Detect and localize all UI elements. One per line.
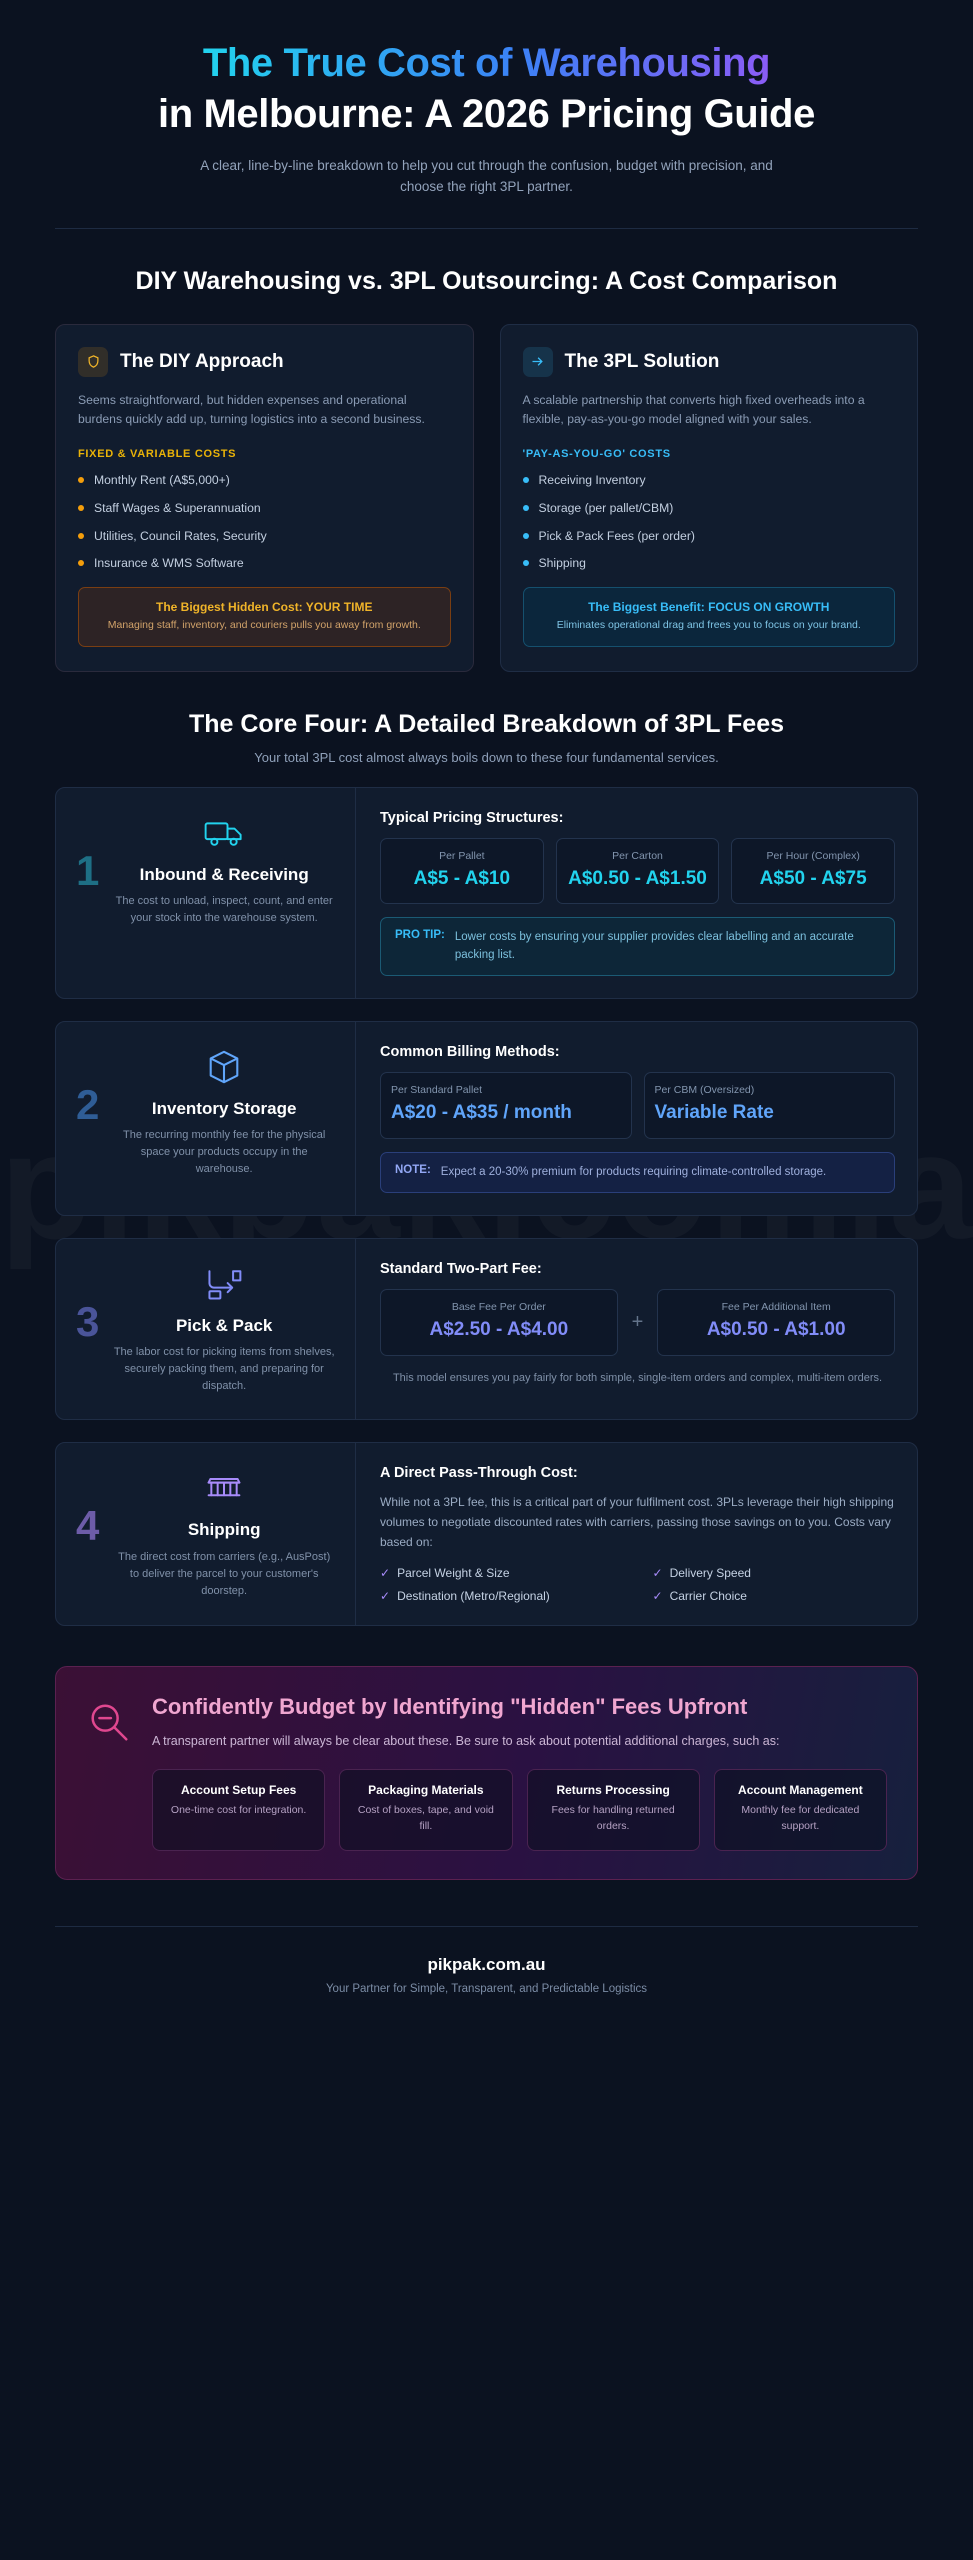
hidden-fee-desc: Cost of boxes, tape, and void fill.: [357, 1804, 494, 1833]
tpl-callout-title: The Biggest Benefit: FOCUS ON GROWTH: [588, 600, 830, 615]
hidden-fees-title: Confidently Budget by Identifying "Hidden" Fees Upfront: [152, 1693, 748, 1719]
fee-block-inbound: [55, 787, 918, 999]
hidden-fees-grid: [152, 1769, 887, 1851]
fee-number: 4: [76, 1502, 100, 1550]
note-tag: NOTE:: [395, 1163, 431, 1176]
tpl-callout-desc: Eliminates operational drag and frees you to focus on your brand.: [556, 619, 861, 632]
hidden-fee-card: [527, 1769, 700, 1851]
core-four-heading: The Core Four: A Detailed Breakdown of 3PL Fees: [188, 710, 785, 739]
check-icon: ✓: [380, 1565, 391, 1580]
price-box: [731, 838, 895, 905]
diy-desc: Seems straightforward, but hidden expenses and operational burdens quickly add up, turning logistics into a second business.: [78, 392, 425, 427]
diy-kicker: FIXED & VARIABLE COSTS: [78, 447, 237, 460]
check-item: [653, 1566, 896, 1580]
check-label: Delivery Speed: [669, 1565, 751, 1580]
core-four-subheading: Your total 3PL cost almost always boils down to these four fundamental services.: [254, 749, 719, 765]
list-item: Shipping: [523, 554, 896, 573]
price-value: Variable Rate: [654, 1101, 774, 1123]
list-item: Utilities, Council Rates, Security: [78, 527, 451, 546]
check-item: [653, 1589, 896, 1603]
diy-title: The DIY Approach: [120, 350, 284, 372]
arrow-right-icon: [523, 347, 553, 377]
price-box: [644, 1072, 896, 1139]
hidden-fees-card: [55, 1666, 918, 1880]
hero-section: [0, 0, 973, 198]
price-label: Per CBM (Oversized): [654, 1083, 755, 1096]
price-label: Per Carton: [612, 849, 663, 862]
fee-block-4-summary: [113, 1467, 335, 1599]
tpl-card: [500, 324, 919, 672]
comparison-heading: DIY Warehousing vs. 3PL Outsourcing: A Cost Comparison: [135, 267, 838, 296]
fee-block-3-left: [56, 1239, 356, 1419]
fee-number: 3: [76, 1297, 100, 1345]
list-item: Staff Wages & Superannuation: [78, 499, 451, 518]
fee-block-2-right: [356, 1022, 917, 1215]
pass-through-body: While not a 3PL fee, this is a critical part of your fulfilment cost. 3PLs leverage their high shipping volumes to negotiate discounted rates with carriers, passing those savings on to you. Costs vary based on:: [380, 1495, 894, 1549]
fee-blocks: [0, 787, 973, 1626]
hidden-fee-desc: One-time cost for integration.: [170, 1804, 307, 1817]
fee-block-pick-pack: [55, 1238, 918, 1420]
list-item: Pick & Pack Fees (per order): [523, 527, 896, 546]
footer-brand[interactable]: pikpak.com.au: [427, 1954, 546, 1974]
core-four-heading-block: [0, 672, 973, 765]
fee-block-1-right: [356, 788, 917, 998]
price-box: [380, 1289, 618, 1356]
hidden-fee-card: [339, 1769, 512, 1851]
fee-block-1-left: [56, 788, 356, 998]
hidden-fee-desc: Monthly fee for dedicated support.: [741, 1804, 860, 1833]
fee-right-heading: Common Billing Methods:: [380, 1043, 560, 1060]
box-icon: [113, 1046, 335, 1088]
tpl-callout: [523, 587, 896, 647]
diy-callout: [78, 587, 451, 647]
tpl-card-title: [523, 347, 896, 377]
hidden-fees-subtitle: A transparent partner will always be clear about these. Be sure to ask about potential additional charges, such as:: [152, 1734, 780, 1749]
check-item: [380, 1589, 623, 1603]
fee-title: Inbound & Receiving: [139, 864, 309, 884]
diy-callout-desc: Managing staff, inventory, and couriers pulls you away from growth.: [107, 619, 421, 632]
fee-block-1-summary: [113, 812, 335, 927]
fee-desc: The cost to unload, inspect, count, and enter your stock into the warehouse system.: [115, 894, 333, 924]
hidden-fee-title: Packaging Materials: [368, 1783, 484, 1798]
truck-icon: [113, 812, 335, 854]
price-label: Per Pallet: [439, 849, 485, 862]
check-label: Carrier Choice: [669, 1588, 747, 1603]
hidden-fees-section: [0, 1626, 973, 1880]
price-row: [380, 838, 895, 905]
check-icon: ✓: [652, 1565, 663, 1580]
hidden-fee-title: Account Setup Fees: [180, 1783, 297, 1798]
check-item: [380, 1566, 623, 1580]
fee-right-heading: A Direct Pass-Through Cost:: [380, 1465, 578, 1482]
diy-list: [78, 471, 451, 574]
diy-card-title: [78, 347, 451, 377]
price-label: Fee Per Additional Item: [721, 1300, 831, 1313]
price-box: [657, 1289, 895, 1356]
fee-block-3-summary: [113, 1263, 335, 1395]
hidden-fee-title: Account Management: [738, 1783, 863, 1798]
fee-block-2-summary: [113, 1046, 335, 1178]
pick-pack-icon: [113, 1263, 335, 1305]
fee-number: 2: [76, 1080, 100, 1128]
page-title: [55, 40, 918, 138]
price-box: [556, 838, 720, 905]
fee-title: Inventory Storage: [151, 1098, 297, 1118]
price-value: A$50 - A$75: [759, 867, 867, 889]
fee-number: 1: [76, 846, 100, 894]
page-title-line1: The True Cost of Warehousing: [202, 41, 771, 85]
check-icon: ✓: [380, 1588, 391, 1603]
plus-separator: +: [631, 1310, 644, 1333]
fee-block-3-right: [356, 1239, 917, 1419]
page-title-line2: in Melbourne: A 2026 Pricing Guide: [158, 92, 815, 137]
price-label: Per Hour (Complex): [766, 849, 860, 862]
check-icon: ✓: [652, 1588, 663, 1603]
check-label: Parcel Weight & Size: [397, 1565, 510, 1580]
fee-block-2-left: [56, 1022, 356, 1215]
fee-title: Pick & Pack: [175, 1315, 273, 1335]
fee-block-shipping: [55, 1442, 918, 1625]
tpl-title: The 3PL Solution: [564, 350, 720, 372]
price-label: Base Fee Per Order: [451, 1300, 546, 1313]
fee-title: Shipping: [187, 1520, 261, 1540]
comparison-cards: [0, 298, 973, 672]
price-value: A$20 - A$35 / month: [391, 1101, 572, 1123]
price-value: A$0.50 - A$1.00: [706, 1318, 846, 1340]
price-value: A$2.50 - A$4.00: [429, 1318, 569, 1340]
list-item: Storage (per pallet/CBM): [523, 499, 896, 518]
list-item: Monthly Rent (A$5,000+): [78, 471, 451, 490]
fee-block-4-left: [56, 1443, 356, 1624]
shield-icon: [78, 347, 108, 377]
fee-block-4-right: [356, 1443, 917, 1624]
list-item: Receiving Inventory: [523, 471, 896, 490]
fee-desc: The labor cost for picking items from shelves, securely packing them, and preparing for dispatch.: [113, 1346, 335, 1393]
fee-footnote: This model ensures you pay fairly for both simple, single-item orders and complex, multi-item orders.: [392, 1371, 883, 1384]
fee-desc: The direct cost from carriers (e.g., AusPost) to deliver the parcel to your customer's doorstep.: [118, 1550, 331, 1597]
hidden-fee-card: [152, 1769, 325, 1851]
tpl-list: [523, 471, 896, 574]
diy-callout-title: The Biggest Hidden Cost: YOUR TIME: [156, 600, 373, 615]
price-box: [380, 1072, 632, 1139]
footer-tagline: Your Partner for Simple, Transparent, and Predictable Logistics: [325, 1982, 648, 1995]
hero-subtitle: A clear, line-by-line breakdown to help you cut through the confusion, budget with precision, and choose the right 3PL partner.: [200, 158, 773, 195]
price-value: A$0.50 - A$1.50: [568, 867, 707, 889]
hidden-fee-desc: Fees for handling returned orders.: [551, 1804, 675, 1833]
fee-right-heading: Standard Two-Part Fee:: [380, 1260, 542, 1277]
note-text: Lower costs by ensuring your supplier provides clear labelling and an accurate packing list.: [454, 931, 854, 961]
price-value: A$5 - A$10: [413, 867, 511, 889]
check-label: Destination (Metro/Regional): [397, 1588, 550, 1603]
note-tag: PRO TIP:: [395, 929, 445, 942]
magnifier-icon: [86, 1693, 132, 1851]
fee-note: [380, 917, 895, 976]
diy-card: [55, 324, 474, 672]
note-text: Expect a 20-30% premium for products requiring climate-controlled storage.: [440, 1165, 827, 1178]
shipping-factors: [380, 1566, 895, 1603]
fee-block-storage: [55, 1021, 918, 1216]
price-label: Per Standard Pallet: [391, 1083, 483, 1096]
tpl-kicker: 'PAY-AS-YOU-GO' COSTS: [522, 447, 671, 460]
hidden-fee-title: Returns Processing: [556, 1783, 670, 1798]
comparison-heading-block: [0, 229, 973, 298]
shipping-icon: [113, 1467, 335, 1509]
price-row: [380, 1072, 895, 1139]
price-box: [380, 838, 544, 905]
fee-desc: The recurring monthly fee for the physical space your products occupy in the warehouse.: [122, 1129, 326, 1176]
tpl-desc: A scalable partnership that converts high fixed overheads into a flexible, pay-as-you-go model aligned with your sales.: [522, 392, 865, 427]
footer: [0, 1927, 973, 2029]
fee-note: [380, 1152, 895, 1193]
list-item: Insurance & WMS Software: [78, 554, 451, 573]
two-part-fee: [380, 1289, 895, 1356]
fee-right-heading: Typical Pricing Structures:: [380, 809, 564, 826]
hidden-fee-card: [714, 1769, 887, 1851]
